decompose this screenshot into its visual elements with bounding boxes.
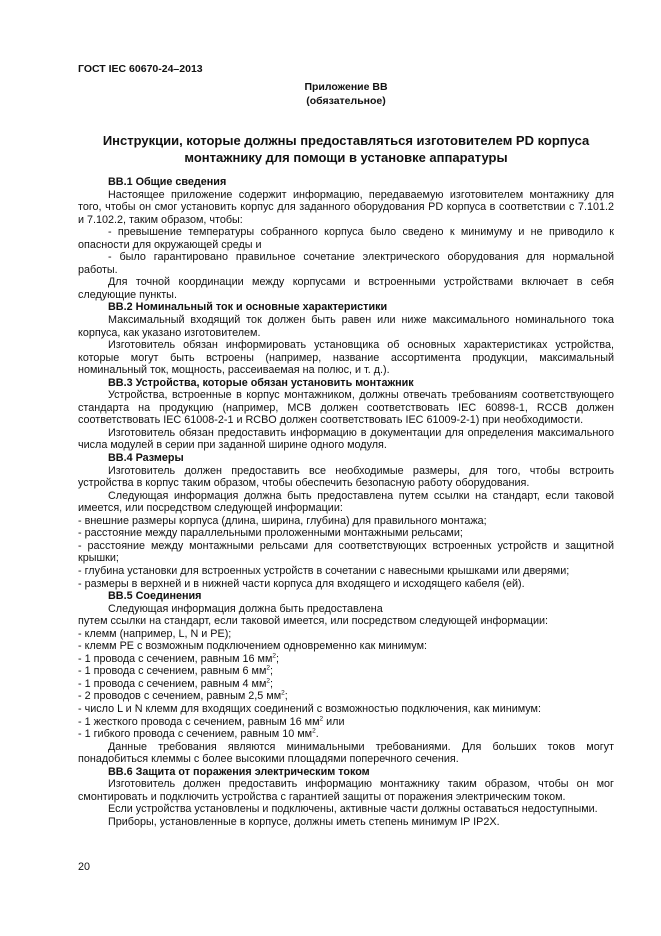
list-item: - было гарантировано правильное сочетание электрического оборудования для нормальной работы. [78, 251, 614, 276]
list-item: - расстояние между монтажными рельсами для соответствующих встроенных устройств и защитной крышки; [78, 539, 614, 565]
list-item [78, 716, 614, 729]
list-item-text: или [323, 715, 345, 728]
list-item-text: - 1 провода с сечением, равным 16 мм [78, 652, 273, 665]
paragraph: Изготовитель должен предоставить все необходимые размеры, для того, чтобы встроить устройства в корпус таким образом, чтобы обеспечить безопасную работу оборудования. [78, 464, 614, 490]
list-item: - 1 провода с сечением, равным 6 $мм^2$; [78, 664, 274, 678]
section-heading: ВВ.1 Общие сведения [108, 176, 227, 188]
list-item: - клемм PE с возможным подключением одновременно как минимум: [78, 640, 428, 653]
paragraph: Изготовитель должен предоставить информацию монтажнику таким образом, чтобы он мог смонтировать и подключить устройства с гарантией защиты от поражения электрическим током. [78, 778, 614, 803]
paragraph: Следующая информация должна быть предоставлена [108, 602, 383, 615]
paragraph: Максимальный входящий ток должен быть равен или ниже максимального номинального тока корпуса, как указано изготовителем. [78, 314, 614, 339]
page-number: 20 [78, 861, 91, 873]
superscript: 2 [319, 714, 324, 722]
section-heading: ВВ.3 Устройства, которые обязан установить монтажник [108, 376, 414, 389]
list-item: - 1 провода с сечением, равным 16 $мм^2$; [78, 652, 280, 665]
paragraph: Для точной координации между корпусами и встроенными устройствами включает в себя следующие пункты. [78, 276, 614, 301]
list-item: - число L и N клемм для входящих соединений с возможностью подключения, как минимум: [78, 702, 541, 715]
superscript: 2 [312, 727, 316, 735]
paragraph: путем ссылки на стандарт, если таковой имеется, или посредством следующей информации: [78, 615, 549, 628]
section-heading: ВВ.6 Защита от поражения электрическим током [108, 765, 370, 778]
superscript: 2 [266, 664, 271, 672]
paragraph: Изготовитель обязан предоставить информацию в документации для определения максимального числа модулей в серии при заданной ширине одного модуля. [78, 426, 614, 452]
list-item: - 2 проводов с сечением, равным 2,5 $мм^2$; [78, 689, 288, 703]
paragraph: Настоящее приложение содержит информацию, передаваемую изготовителем монтажнику для того, чтобы он смог установить корпус для заданного оборудования PD корпуса в соответствии с 7.101.2 и 7.102.2, таким образом, чтобы: [78, 188, 614, 226]
section-heading: ВВ.5 Соединения [108, 590, 202, 603]
section-heading: ВВ.2 Номинальный ток и основные характеристики [108, 301, 388, 314]
document-header: ГОСТ IEC 60670-24–2013 [78, 63, 203, 75]
list-item-text: - 2 проводов с сечением, равным 2,5 мм [78, 690, 282, 703]
list-item-text: - 1 провода с сечением, равным 4 мм [78, 677, 267, 690]
list-item: - 1 гибкого провода с сечением, равным 10 $мм^2$. [78, 727, 319, 741]
list-item: - превышение температуры собранного корпуса было сведено к минимуму и не приводило к опасности для окружающей среды и [78, 226, 614, 251]
title-line-1: Инструкции, которые должны предоставляться изготовителем PD корпуса [102, 133, 590, 148]
superscript: 2 [272, 652, 277, 660]
annex-status: (обязательное) [306, 95, 386, 107]
paragraph: Если устройства установлены и подключены, активные части должны оставаться недоступными. [108, 803, 598, 816]
list-item-text: - 1 жесткого провода с сечением, равным 16 мм [78, 715, 320, 728]
list-item: - глубина установки для встроенных устройств в сочетании с навесными крышками или дверями; [78, 564, 570, 577]
list-item-text: - 1 гибкого провода с сечением, равным 10 мм [78, 728, 313, 741]
superscript: 2 [281, 689, 285, 697]
list-item: - расстояние между параллельными проложенными монтажными рельсами; [78, 527, 463, 540]
document-title [78, 132, 614, 166]
list-item-text: - 1 провода с сечением, равным 6 мм [78, 665, 267, 678]
list-item: - внешние размеры корпуса (длина, ширина, глубина) для правильного монтажа; [78, 514, 487, 527]
list-item: - размеры в верхней и в нижней части корпуса для входящего и исходящего кабеля (ей). [78, 577, 525, 590]
paragraph: Данные требования являются минимальными требованиями. Для больших токов могут понадобиться клеммы с более высокими площадями поперечного сечения. [78, 740, 614, 766]
title-line-2: монтажнику для помощи в установке аппаратуры [184, 150, 508, 165]
list-item: - клемм (например, L, N и PE); [78, 627, 232, 640]
document-body [78, 176, 614, 828]
annex-title: Приложение ВВ [304, 81, 388, 93]
section-heading: ВВ.4 Размеры [108, 452, 184, 465]
paragraph: Устройства, встроенные в корпус монтажником, должны отвечать требованиям соответствующего стандарта на продукцию (например, МСВ должен соответствовать IEC 60898-1, RCCB должен соответствовать IEC 61008-2-1 и RCBO должен соответствовать IEC 61009-2-1) при необходимости. [78, 389, 614, 427]
superscript: 2 [266, 677, 271, 685]
list-item: - 1 провода с сечением, равным 4 $мм^2$; [78, 677, 274, 690]
paragraph: Следующая информация должна быть предоставлена путем ссылки на стандарт, если таковой имеется, или посредством следующей информации: [78, 489, 614, 515]
paragraph: Приборы, установленные в корпусе, должны иметь степень минимум IP IP2X. [108, 815, 500, 828]
paragraph: Изготовитель обязан информировать установщика об основных характеристиках устройства, которые могут быть встроены (например, название ассортимента продукции, максимальный номинальный ток, мощность, рассеиваемая на полюс, и т. д.). [78, 339, 614, 377]
